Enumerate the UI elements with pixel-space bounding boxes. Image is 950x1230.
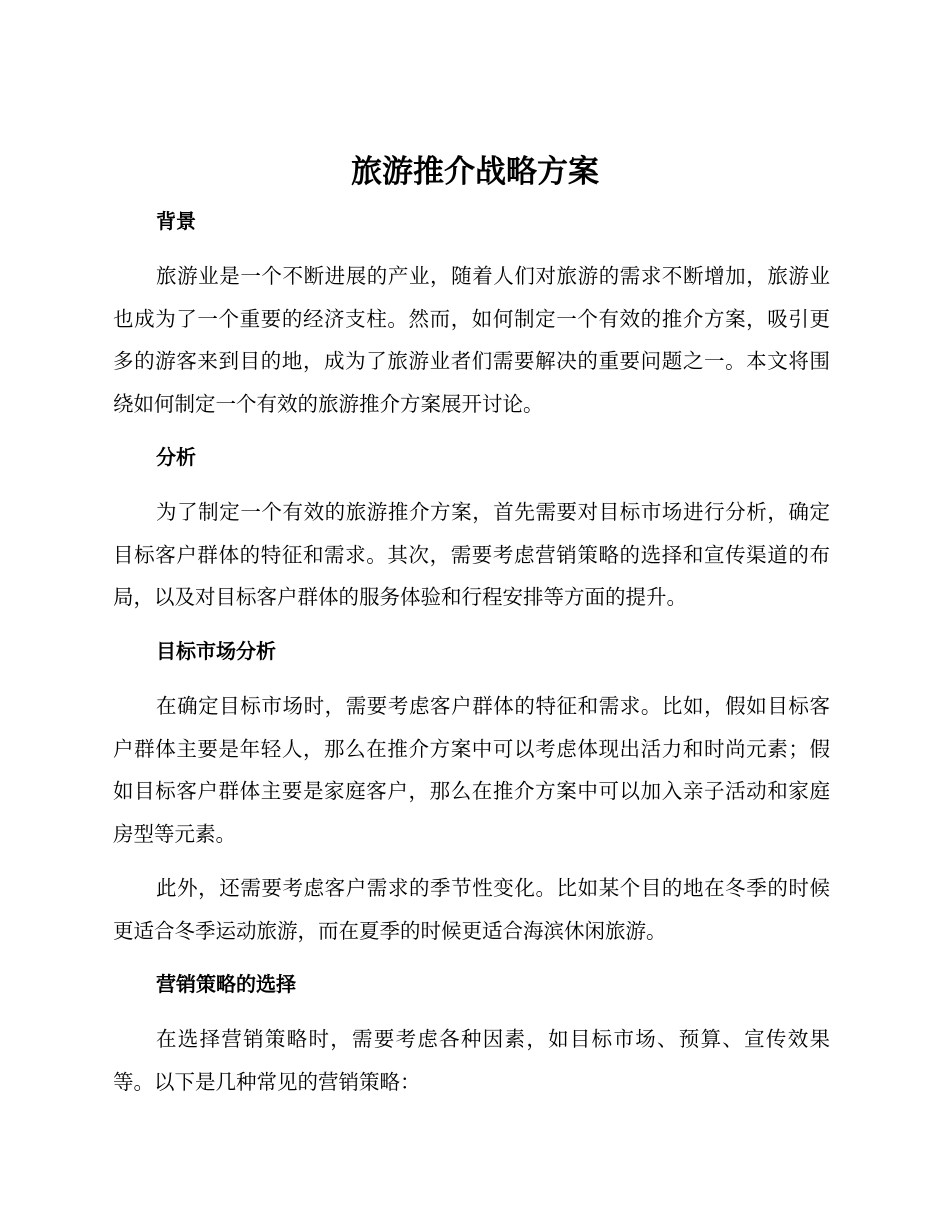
- section-heading-analysis: 分析: [156, 445, 196, 469]
- document-title: 旅游推介战略方案: [351, 154, 599, 190]
- paragraph-marketing-strategy: 在选择营销策略时，需要考虑各种因素，如目标市场、预算、宣传效果等。以下是几种常见的营销策略：: [113, 1027, 830, 1094]
- paragraph-background: 旅游业是一个不断进展的产业，随着人们对旅游的需求不断增加，旅游业也成为了一个重要的经济支柱。然而，如何制定一个有效的推介方案，吸引更多的游客来到目的地，成为了旅游业者们需要解决的重要问题之一。本文将围绕如何制定一个有效的旅游推介方案展开讨论。: [113, 264, 830, 416]
- section-heading-target-market: 目标市场分析: [156, 639, 276, 663]
- paragraph-target-market-2: 此外，还需要考虑客户需求的季节性变化。比如某个目的地在冬季的时候更适合冬季运动旅游，而在夏季的时候更适合海滨休闲旅游。: [113, 876, 830, 943]
- section-heading-background: 背景: [156, 209, 196, 233]
- paragraph-analysis: 为了制定一个有效的旅游推介方案，首先需要对目标市场进行分析，确定目标客户群体的特征和需求。其次，需要考虑营销策略的选择和宣传渠道的布局，以及对目标客户群体的服务体验和行程安排等方面的提升。: [113, 500, 830, 609]
- paragraph-target-market-1: 在确定目标市场时，需要考虑客户群体的特征和需求。比如，假如目标客户群体主要是年轻人，那么在推介方案中可以考虑体现出活力和时尚元素；假如目标客户群体主要是家庭客户，那么在推介方案中可以加入亲子活动和家庭房型等元素。: [113, 694, 830, 846]
- section-heading-marketing-strategy: 营销策略的选择: [156, 972, 296, 996]
